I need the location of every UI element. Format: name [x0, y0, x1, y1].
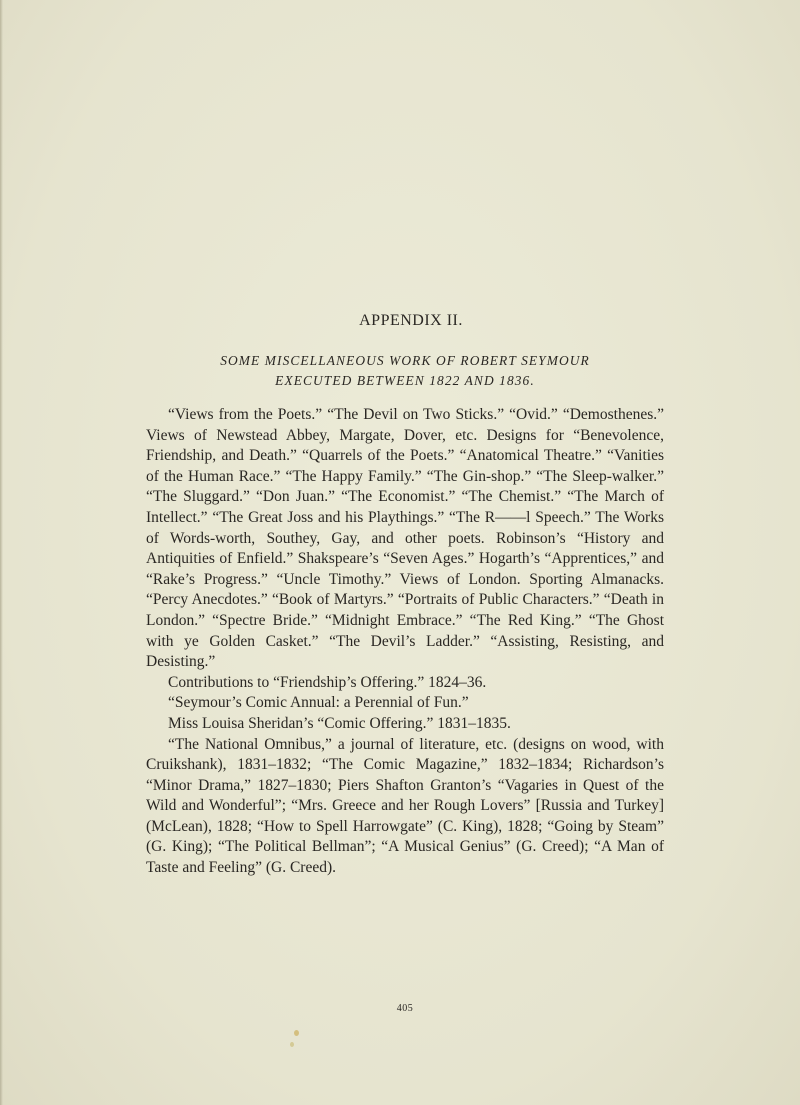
appendix-subtitle — [146, 351, 664, 391]
friendship-offering-line: Contributions to “Friendship’s Offering.” 1824–36. — [168, 673, 487, 691]
works-paragraph: “Views from the Poets.” “The Devil on Two Sticks.” “Ovid.” “Demosthenes.” Views of Newstead Abbey, Margate, Dover, etc. Designs for “Benevolence, Friendship, and Death.” “Quarrels of the Poets.” “Anatomical Theatre.” “Vanities of the Human Race.” “The Happy Family.” “The Gin-shop.” “The Sleep-walker.” “The Sluggard.” “Don Juan.” “The Economist.” “The Chemist.” “The March of Intellect.” “The Great Joss and his Playthings.” “The R——l Speech.” The Works of Words-worth, Southey, Gay, and other poets. Robinson’s “History and Antiquities of Enfield.” Shakspeare’s “Seven Ages.” Hogarth’s “Apprentices,” and “Rake’s Progress.” “Uncle Timothy.” Views of London. Sporting Almanacks. “Percy Anecdotes.” “Book of Martyrs.” “Portraits of Public Characters.” “Death in London.” “Spectre Bride.” “Midnight Embrace.” “The Red King.” “The Ghost with ye Golden Casket.” “The Devil’s Ladder.” “Assisting, Resisting, and Desisting.” — [146, 406, 664, 671]
paper-stain — [290, 1042, 294, 1047]
subtitle-line-2: EXECUTED BETWEEN 1822 AND 1836. — [275, 373, 535, 388]
appendix-text — [146, 312, 664, 879]
comic-offering-line: Miss Louisa Sheridan’s “Comic Offering.” 1831–1835. — [168, 714, 511, 732]
subtitle-line-1: SOME MISCELLANEOUS WORK OF ROBERT SEYMOUR — [220, 353, 590, 368]
page-number: 405 — [396, 1003, 414, 1014]
omnibus-paragraph: “The National Omnibus,” a journal of literature, etc. (designs on wood, with Cruikshank), 1831–1832; “The Comic Magazine,” 1832–1834; Richardson’s “Minor Drama,” 1827–1830; Piers Shafton Granton’s “Vagaries in Quest of the Wild and Wonderful”; “Mrs. Greece and her Rough Lovers” [Russia and Turkey] (McLean), 1828; “How to Spell Harrowgate” (C. King), 1828; “Going by Steam” (G. King); “The Political Bellman”; “A Musical Genius” (G. Creed); “A Man of Taste and Feeling” (G. Creed). — [146, 735, 664, 877]
paper-stain — [294, 1030, 299, 1036]
page-edge — [0, 0, 3, 1105]
comic-annual-line: “Seymour’s Comic Annual: a Perennial of Fun.” — [168, 694, 469, 712]
appendix-heading: APPENDIX II. — [359, 312, 463, 329]
